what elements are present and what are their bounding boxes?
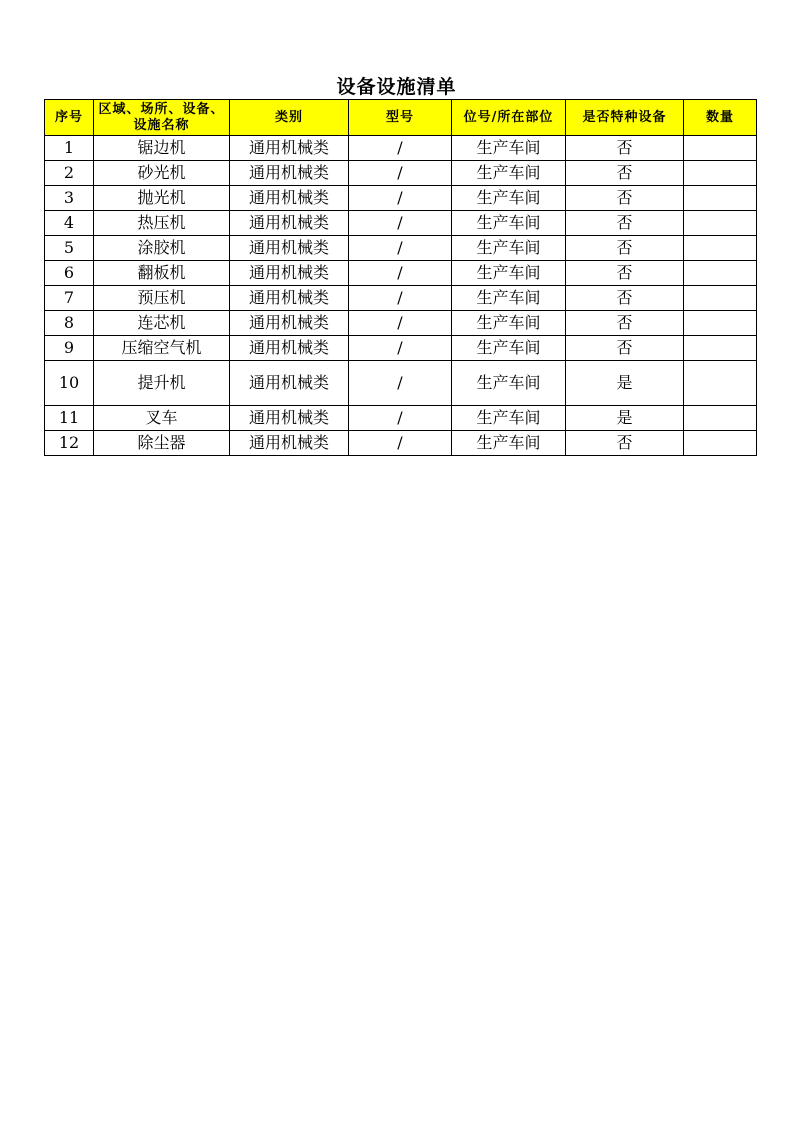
cell-special: 否 <box>566 431 684 456</box>
table-row <box>45 186 757 211</box>
header-special: 是否特种设备 <box>566 100 684 136</box>
cell-seq: 10 <box>45 361 94 406</box>
cell-model: / <box>349 211 452 236</box>
table-row <box>45 311 757 336</box>
header-model: 型号 <box>349 100 452 136</box>
cell-location: 生产车间 <box>452 211 566 236</box>
cell-name: 预压机 <box>94 286 230 311</box>
cell-category: 通用机械类 <box>230 161 349 186</box>
cell-category: 通用机械类 <box>230 186 349 211</box>
cell-special: 否 <box>566 286 684 311</box>
cell-location: 生产车间 <box>452 361 566 406</box>
cell-name: 叉车 <box>94 406 230 431</box>
cell-model: / <box>349 136 452 161</box>
table-row <box>45 336 757 361</box>
table-row <box>45 236 757 261</box>
cell-name: 锯边机 <box>94 136 230 161</box>
cell-special: 否 <box>566 161 684 186</box>
cell-quantity <box>684 336 757 361</box>
cell-category: 通用机械类 <box>230 336 349 361</box>
cell-special: 否 <box>566 211 684 236</box>
cell-quantity <box>684 161 757 186</box>
cell-model: / <box>349 186 452 211</box>
table-row <box>45 286 757 311</box>
cell-seq: 1 <box>45 136 94 161</box>
cell-seq: 11 <box>45 406 94 431</box>
cell-location: 生产车间 <box>452 286 566 311</box>
table-row <box>45 361 757 406</box>
cell-quantity <box>684 236 757 261</box>
cell-special: 是 <box>566 361 684 406</box>
cell-location: 生产车间 <box>452 406 566 431</box>
cell-seq: 4 <box>45 211 94 236</box>
cell-name: 砂光机 <box>94 161 230 186</box>
cell-special: 否 <box>566 236 684 261</box>
cell-location: 生产车间 <box>452 236 566 261</box>
cell-name: 热压机 <box>94 211 230 236</box>
cell-model: / <box>349 336 452 361</box>
cell-name: 涂胶机 <box>94 236 230 261</box>
cell-seq: 6 <box>45 261 94 286</box>
cell-location: 生产车间 <box>452 186 566 211</box>
cell-quantity <box>684 261 757 286</box>
cell-seq: 3 <box>45 186 94 211</box>
table-row <box>45 211 757 236</box>
cell-model: / <box>349 361 452 406</box>
cell-quantity <box>684 136 757 161</box>
cell-model: / <box>349 236 452 261</box>
cell-quantity <box>684 211 757 236</box>
cell-location: 生产车间 <box>452 136 566 161</box>
cell-model: / <box>349 311 452 336</box>
cell-category: 通用机械类 <box>230 136 349 161</box>
header-row <box>45 100 757 136</box>
cell-name: 除尘器 <box>94 431 230 456</box>
header-seq: 序号 <box>45 100 94 136</box>
cell-name: 连芯机 <box>94 311 230 336</box>
cell-quantity <box>684 311 757 336</box>
cell-quantity <box>684 286 757 311</box>
cell-special: 否 <box>566 186 684 211</box>
cell-model: / <box>349 431 452 456</box>
cell-quantity <box>684 406 757 431</box>
cell-category: 通用机械类 <box>230 431 349 456</box>
cell-special: 否 <box>566 336 684 361</box>
cell-special: 否 <box>566 261 684 286</box>
cell-name: 压缩空气机 <box>94 336 230 361</box>
cell-special: 是 <box>566 406 684 431</box>
cell-seq: 2 <box>45 161 94 186</box>
header-quantity: 数量 <box>684 100 757 136</box>
cell-location: 生产车间 <box>452 261 566 286</box>
cell-quantity <box>684 431 757 456</box>
cell-location: 生产车间 <box>452 161 566 186</box>
header-name: 区域、场所、设备、设施名称 <box>94 100 230 136</box>
cell-seq: 8 <box>45 311 94 336</box>
cell-location: 生产车间 <box>452 431 566 456</box>
cell-name: 抛光机 <box>94 186 230 211</box>
cell-location: 生产车间 <box>452 311 566 336</box>
header-location: 位号/所在部位 <box>452 100 566 136</box>
cell-name: 翻板机 <box>94 261 230 286</box>
cell-special: 否 <box>566 311 684 336</box>
table-row <box>45 136 757 161</box>
header-category: 类别 <box>230 100 349 136</box>
cell-category: 通用机械类 <box>230 261 349 286</box>
cell-quantity <box>684 361 757 406</box>
cell-category: 通用机械类 <box>230 406 349 431</box>
cell-category: 通用机械类 <box>230 361 349 406</box>
equipment-table <box>44 99 757 456</box>
cell-location: 生产车间 <box>452 336 566 361</box>
table-row <box>45 431 757 456</box>
cell-name: 提升机 <box>94 361 230 406</box>
cell-seq: 12 <box>45 431 94 456</box>
cell-quantity <box>684 186 757 211</box>
document-title: 设备设施清单 <box>336 76 457 98</box>
cell-model: / <box>349 286 452 311</box>
cell-category: 通用机械类 <box>230 286 349 311</box>
cell-model: / <box>349 161 452 186</box>
cell-seq: 9 <box>45 336 94 361</box>
cell-special: 否 <box>566 136 684 161</box>
cell-model: / <box>349 261 452 286</box>
table-row <box>45 406 757 431</box>
cell-category: 通用机械类 <box>230 211 349 236</box>
cell-seq: 5 <box>45 236 94 261</box>
table-row <box>45 261 757 286</box>
cell-seq: 7 <box>45 286 94 311</box>
cell-model: / <box>349 406 452 431</box>
cell-category: 通用机械类 <box>230 311 349 336</box>
table-row <box>45 161 757 186</box>
cell-category: 通用机械类 <box>230 236 349 261</box>
